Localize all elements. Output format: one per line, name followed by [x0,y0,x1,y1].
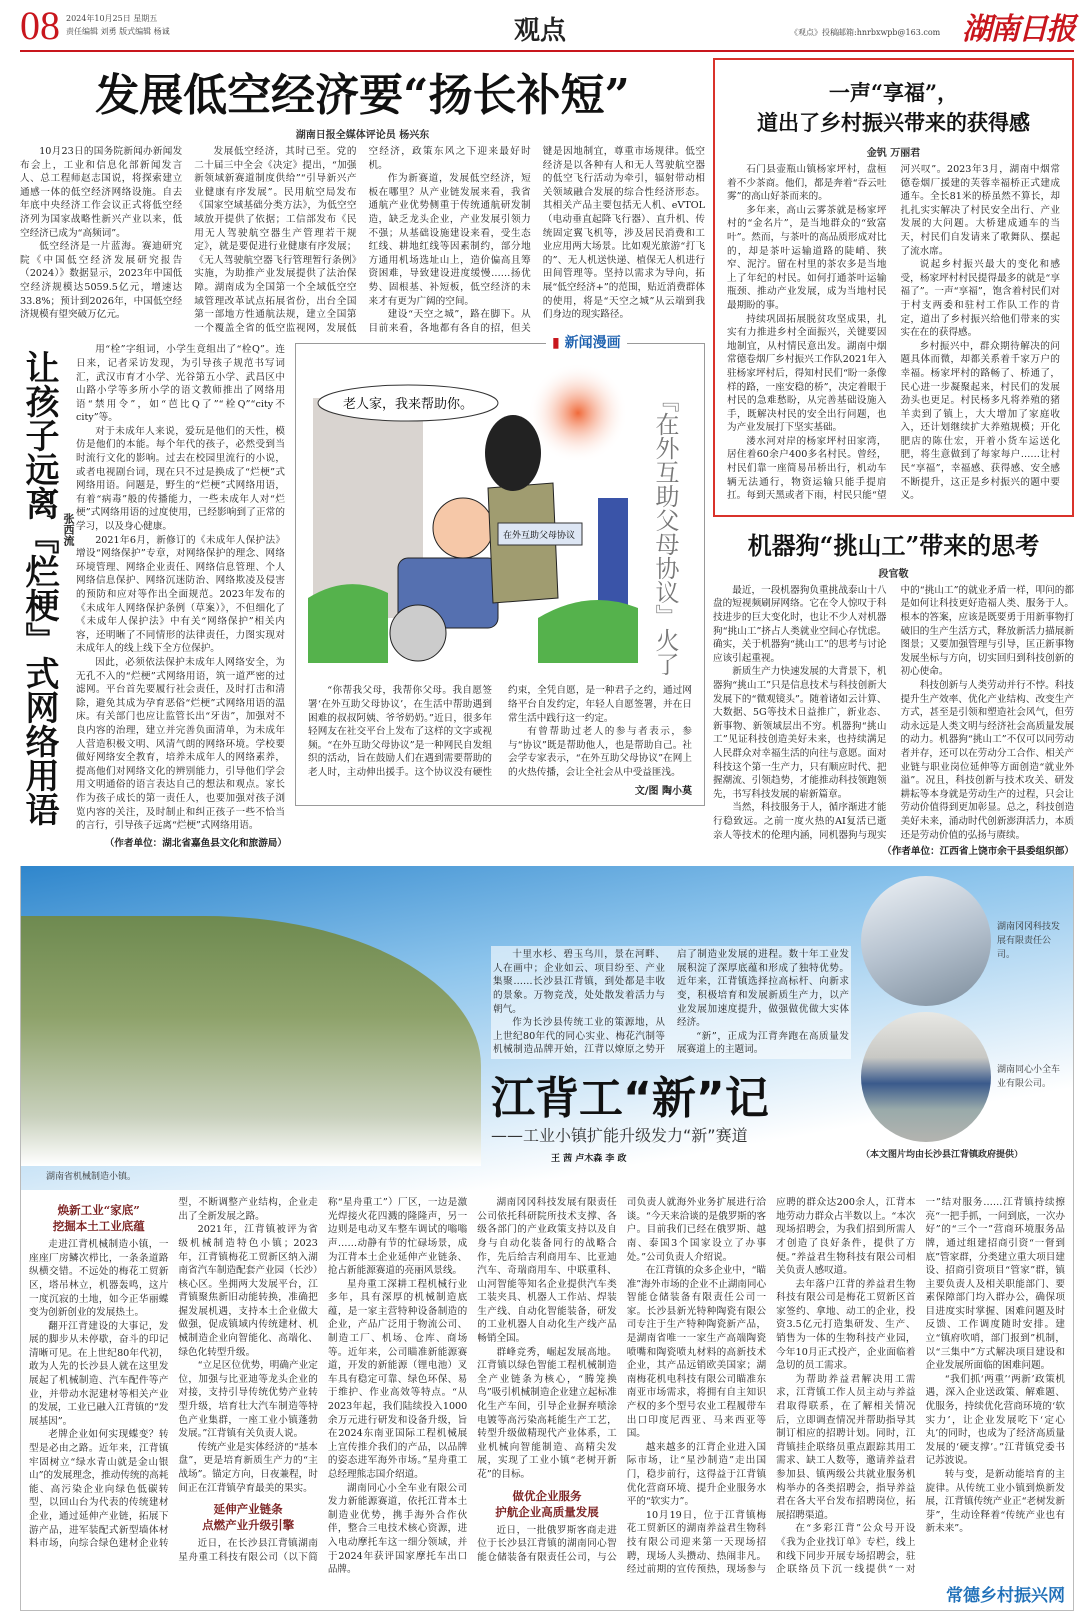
editors-line: 责任编辑 刘勇 版式编辑 杨诚 [66,27,170,36]
paragraph: 最近，一段机器狗负重挑战泰山十八盘的短视频刷屏网络。它在令人惊叹于科技进步的巨大变化时，也让不少人对机器狗“挑山工”挤占人类就业空间心存忧虑。确实，关于机器狗“挑山工”的思考与讨论应该引起重视。 [713,584,887,664]
section-heading-line: 做优企业服务 [512,1488,582,1503]
article-body [20,145,705,335]
paragraph: 翻开江背建设的大事记，发展的脚步从未停歇，奋斗的印记清晰可见。在上世纪80年代初，敢为人先的长沙县人就在这里发展起了机械制造、汽车配件等产业，并带动水泥建材等相关产业的发展，工业已融入江背镇的“发展基因”。 [29,1320,169,1427]
feature-heading-block [491,876,851,1184]
paragraph: 老牌企业如何实现蝶变？转型是必由之路。近年来，江背镇牢固树立“绿水青山就是金山银山”的发展理念，推动传统的高耗能、高污染企业向绿色低碳转型，以回山台为代表的传统建材企业，通过延伸产业链，拓展下游产品，进军装配式新型墙体材料市场，向综合绿色建材企业转型，不断调整产业结构，企业走出了全新发展之路。 [29,1197,318,1550]
feature-subtitle: ——工业小镇扩能升级发力“新”赛道 [491,1125,748,1145]
feature-title: 江背工“新”记 [491,1072,769,1124]
paragraph: 作为长沙县传统工业的策源地，从上世纪80年代的同心实业、梅花汽制等机械制造品牌开始，江背以燎原之势开启了制造业发展的进程。数十年工业发展积淀了深厚底蕴和形成了独特优势。近年来，江背镇选择拉高标杆、向新求变，积极培育和发展新质生产力，以产业发展加速度提升，做强做优做大实体经济。 [493,949,849,1056]
article-author: 张西流 [62,513,75,547]
section-heading-line: 挖掘本土工业底蕴 [52,1219,145,1234]
paragraph: 低空经济是一片蓝海。赛迪研究院《中国低空经济发展研究报告（2024）》数据显示，2023年中国低空经济规模达5059.5亿元，增速达33.8%；预计到2026年，中国低空经济规模有望突破万亿元。 [20,241,183,321]
article-body [76,343,285,832]
comic-text [308,684,692,779]
sun [528,363,628,463]
author-unit: （作者单位：江西省上饶市余干县委组织部） [882,846,1074,858]
paragraph: 去年落户江背的养益君生物科技有限公司是梅花工贸新区首家签约、拿地、动工的企业，投资3.5亿元打造集研发、生产、销售为一体的生物科技产业园，今年10月正式投产，企业面临着急切的员工需求。 [776,1278,916,1372]
section-heading [477,1488,616,1520]
paragraph: 多年来，高山云雾茶就是杨家坪村的“金名片”，是当地群众的“致富叶”。然而，与茶叶的高品质形成对比的，却是茶叶运输道路的陡峭、狭窄、泥泞。留在村里的茶农多是当地上了年纪的村民。如何打通茶叶运输瓶颈、推动产业发展，成为当地村民最期盼的事。 [727,204,887,311]
article-body [713,584,1074,842]
paragraph: 有曾帮助过老人的参与者表示，参与“协议”既是帮助他人，也是帮助自己。社会学专家表示，“在外互助父母协议”在网上的火热传播，会让全社会从中受益匪浅。 [508,726,692,778]
photo-credit: （本文图片均由长沙县江背镇政府提供） [861,1150,1024,1161]
paragraph: 乡村振兴中，群众期待解决的问题具体而微，却都关系着千家万户的幸福。杨家坪村的路畅了、桥通了，民心进一步凝聚起来，村民们的发展劲头也更足。村民杨多凡将养殖的猪羊卖到了镇上，大大增加了家庭收入，还计划继续扩大养殖规模；开化肥店的陈仕宏，开着小货车运送化肥，将生意做到了每家每户……让村民“享福”，幸福感、获得感、安全感不断提升，这正是乡村振兴的题中要义。 [900,340,1060,502]
elderly-man [433,498,493,558]
paragraph: 石门县壶瓶山镇杨家坪村，盘桓着不少茶商。他们，都是奔着“吞云吐雾”的高山好茶而来的。 [727,164,887,203]
sign-text: 在外互助父母协议 [503,531,576,542]
wheelchair-wheel [390,605,446,661]
paragraph: “你帮我父母，我帮你父母。我自愿签署‘在外互助父母协议’，在生活中帮助遇到困难的叔叔阿姨、爷爷奶奶。”近日，很多年轻网友在社交平台上发布了这样的文字或视频。“在外互助父母协议”是一种网民自发组织的活动，旨在鼓励人们在遇到需要帮助的老人时，主动伸出援手。这个协议没有硬性约束，全凭自愿，是一种君子之约，通过网络平台自发约定，年轻人自愿签署，并在日常生活中践行这一约定。 [308,685,692,778]
town-aerial-photo [21,916,481,1166]
paragraph: 对于未成年人来说，爱玩是他们的天性，模仿是他们的本能。每个年代的孩子，必然受到当时流行文化的影响。过去在校园里流行的小说，或者电视剧台词，现在只不过是换成了“烂梗”式网络用语。问题是，野生的“烂梗”式网络用语，有着“病毒”般的传播能力，一些未成年人对“烂梗”式网络用语的过度使用，已经影响到了正常的学习，以及身心健康。 [76,425,285,533]
paragraph: 湖南同心小全车业有限公司发力新能源赛道，依托江背本土制造业优势，携手海外合作伙伴，整合三电技术核心资源，进入电动摩托车这一细分领域，并于2024年获评国家摩托车出口品牌。 [327,1482,468,1576]
paragraph: 因此，必须依法保护未成年人网络安全，为无孔不入的“烂梗”式网络用语，筑一道严密的过滤网。平台首先要履行社会责任，及时打击和清除，避免其成为孕育恶俗“烂梗”式网络用语的温床。有关部门也应让监管长出“牙齿”，加强对不良内容的治理，建立并完善负面清单，为未成年人营造积极文明、风清气朗的网络环境。学校要做好网络安全教育，培养未成年人的网络素养，提高他们对网络文化的辨别能力，引导他们学会用文明通俗的语言表达自己的想法和观点。家长作为孩子成长的第一责任人，也要加强对孩子浏览内容的关注，及时制止和纠正孩子一些不恰当的言行，引导孩子远离“烂梗”式网络用语。 [76,656,285,832]
paragraph: 群峰竞秀，崛起发展高地。江背镇以绿色智能工程机械制造全产业链条为核心，“腾笼换鸟”吸引机械制造企业建立起标准化生产车间，引导企业摒弃喷涂电镀等高污染高耗能生产工艺，转型升级做精现代产业体系，工业机械向智能制造、高精尖发展，实现了工业小镇“老树开新花”的目标。 [477,1346,617,1480]
paragraph: 发展低空经济，其时已至。党的二十届三中全会《决定》提出，“加强新领域新赛道制度供给”“引导新兴产业健康有序发展”。民用航空局发布《国家空域基础分类方法》，为低空空域放开提供了依据；工信部发布《民用无人驾驶航空器生产管理若干规定》，就是要促进行业健康有序发展；《无人驾驶航空器飞行管理暂行条例》实施，为助推产业发展提供了法治保障。湖南成为全国第一个全域低空空域管理改革试点拓展省份，出台全国第一部地方性通航法规，建立全国第一个覆盖全省的低空监视网，发展低空经济，政策东风之下迎来最好时机。 [194,146,531,334]
badge-logo-icon: ▮ [552,335,560,352]
photo-caption: 湖南冈冈科技发展有限责任公司。 [997,922,1061,961]
paragraph: 十里水杉、碧玉乌川，景在河畔、人在画中；企业如云、项目纷至、产业集聚……长沙县江背镇，到处都是丰收的景象。万物竞茂，处处散发着活力与朝气。 [493,949,665,1015]
comic-credit: 文/图 陶小莫 [634,786,692,798]
header-rule [20,50,1074,52]
paragraph: 在“多彩江背”公众号开设《我为企业找订单》专栏，线上和线下同步开展专场招聘会，驻企联络员下沉一线提供“一对一”结对服务……江背镇持续擦亮“一把手抓，一问到底，一次办好”的“三个一”营商环境服务品牌，通过组建招商引资“一督到底”管家群，分类建立重大项目建设、招商引资项目“管家”群，镇主要负责人及相关职能部门、要素保障部门均入群办公，确保项目进度实时掌握、困难问题及时反馈、工作调度随时安排。建立“镇府吹哨，部门报到”机制，以“三集中”方式解决项目建设和企业发展所面临的困难问题。 [776,1197,1065,1576]
paragraph: “我们抓‘两重’‘两新’政策机遇，深入企业送政策、解难题、优服务，持续优化营商环境的‘软实力’，让企业发展吃下‘定心丸’的同时，也成为了经济高质量发展的‘硬支撑’。”江背镇党委书记苏波说。 [925,1373,1065,1467]
paragraph: 转与变，是新动能培育的主旋律。从传统工业小镇到焕新发展，江背镇传统产业正“老树发新芽”，生动诠释着“传统产业也有新未来”。 [925,1469,1065,1535]
section-heading-line: 点燃产业升级引擎 [202,1518,295,1533]
feature-intro [491,946,851,1059]
bushes-left [308,584,388,663]
article-title-line2: 道出了乡村振兴带来的获得感 [757,110,1030,135]
paragraph: 新质生产力快速发展的大背景下，机器狗“挑山工”只是信息技术与科技创新大发展下的“微观镜头”。随着诸如云计算、大数据、5G等技术日益推广，新业态、新事物、新领域层出不穷。机器狗“挑山工”见证科技创造美好未来，也持续满足人民群众对幸福生活的向往与意愿。面对科技这个第一生产力，只有顺应时代、把握潮流、引领趋势，才能推动科技领跑领先，书写科技发展的崭新篇章。 [713,666,887,800]
comic-box [295,335,705,806]
paragraph: 湖南冈冈科技发展有限责任公司依托科研院所技术支撑、各级各部门的产业政策支持以及自身与自动化装备同行的战略合作，先后给吉利商用车、比亚迪汽车、奇瑞商用车、中联重科、山河智能等知名企业提供汽车类工装夹具、机器人工作站、焊装生产线、自动化智能装备，研发的工业机器人自动化生产线产品畅销全国。 [477,1197,617,1345]
factory-robot-photo [861,876,991,1006]
feature-body [21,1190,1073,1581]
paragraph: 溇水河对岸的杨家坪村田家湾，居住着60余户400多名村民。曾经，村民们靠一座简易吊桥出行，机动车辆无法通行，物资运输只能手提肩扛。每到天黑或者下雨，村民只能“望河兴叹”。2023年3月，湖南中烟常德卷烟厂援建的芙蓉幸福桥正式建成通车。全长81米的桥虽然不算长，却扎扎实实解决了村民安全出行、产业发展的大问题。大桥建成通车的当天，村民们自发请来了歌舞队、摆起了流水席。 [727,164,1060,502]
newspaper-logo: 湖南日报 [962,12,1074,47]
young-man-head [485,415,541,491]
motorcycle-showroom-photo [861,1012,991,1142]
section-heading-line: 焕新工业“家底” [57,1203,140,1218]
author-unit: （作者单位：湖北省嘉鱼县文化和旅游局） [104,837,287,849]
section-heading-line: 护航企业高质量发展 [495,1504,599,1519]
section-heading [29,1202,168,1234]
langeng-article [20,343,287,849]
article-byline: 段官敬 [878,568,909,580]
article-byline: 湖南日报全媒体评论员 杨兴东 [295,130,430,141]
photo-caption: 湖南省机械制造小镇。 [46,1172,137,1183]
photo-caption: 湖南同心小全车业有限公司。 [997,1065,1061,1090]
paragraph: 10月19日，位于江背镇梅花工贸新区的湖南养益君生物科技有限公司迎来第一天现场招聘，现场人头攒动、热闹非凡。经过前期的宣传预热，现场参与应聘的群众达200余人，江背本地劳动力群众占半数以上。“本次现场招聘会，为我们招到所需人才创造了良好条件，提供了方便。”养益君生物科技有限公司相关负责人感叹道。 [626,1197,916,1576]
paragraph: “立足区位优势，明确产业定位，加强与比亚迪等龙头企业的对接，支持引导传统优势产业转型升级，培育壮大汽车制造等特色产业集群，一座工业小镇蓬勃发展。”江背镇有关负责人说。 [178,1360,318,1440]
section-title: 观点 [513,16,566,46]
comic-illustration [308,358,638,663]
comic-title: 『在外互助父母协议』火了 [651,388,679,677]
paragraph: 星舟重工深耕工程机械行业多年，具有深厚的机械制造底蕴，是一家主营特种设备制造的企业，产品广泛用于物流公司、制造工厂、机场、仓库、商场等。近年来，公司瞄准新能源赛道，开发的新能源（锂电池）叉车具有稳定可靠、绿色环保、易于维护、作业高效等特点。“从2023年起，我们陆续投入1000余万元进行研发和设备升级，旨在2024东南亚国际工程机械展上宣传推介我们的产品，以品牌的姿态进军海外市场。”星舟重工总经理熊志国介绍道。 [327,1278,468,1480]
featured-commentary-box [713,58,1074,517]
section-heading-line: 延伸产业链条 [213,1502,283,1517]
paragraph: 近日，一批俄罗斯客商走进位于长沙县江背镇的湖南同心智能仓储装备有限责任公司，与公司负责人就海外业务扩展进行洽谈。“今天来洽谈的是俄罗斯的客户。目前我们已经在俄罗斯、越南、泰国3个国家设立了办事处。”公司负责人介绍说。 [477,1197,767,1563]
paragraph: “新”，正成为江背奔跑在高质量发展赛道上的主题词。 [677,1030,849,1056]
paragraph: 科技创新与人类劳动并行不悖。科技提升生产效率、优化产业结构、改变生产方式，甚至是引领和塑造社会风气，但劳动永远是人类文明与经济社会高质量发展的动力。机器狗“挑山工”不仅可以同劳动者并存，还可以在劳动分工合作、相关产业链与职业岗位延伸等方面创造“就业外溢”。况且，科技创新与技术攻关、研发耕耘等本身就是劳动生产的过程，只会让劳动价值得到更加彰显。总之，科技创造美好未来，涌动时代创新澎湃活力，本质还是劳动价值的弘扬与赓续。 [900,680,1074,841]
paragraph: 越来越多的江背企业进入国际市场，让“星沙制造”走出国门，稳步前行，这得益于江背镇优化营商环境、提升企业服务水平的“软实力”。 [626,1441,767,1508]
paragraph: 2021年6月，新修订的《未成年人保护法》增设“网络保护”专章，对网络保护的理念、网络环境管理、网络企业责任、网络信息管理、个人网络信息保护、网络沉迷防治、网络欺凌及侵害的预防和应对等作出全面规范。2023年发布的《未成年人网络保护条例（草案）》，不但细化了《未成年人保护法》中有关“网络保护”相关内容，还明晰了不同情形的法律责任，力图实现对未成年人的线上线下全方位保护。 [76,534,285,655]
paragraph: 持续巩固拓展脱贫攻坚成果，扎实有力推进乡村全面振兴，关键要因地制宜，从村情民意出发。湖南中烟常德卷烟厂乡村振兴工作队2021年入驻杨家坪村后，得知村民们“盼一条像样的路，一座安稳的桥”，决定着眼于村民的急难愁盼，从完善基础设施入手，既解决村民的安全出行问题，也为产业发展打下坚实基础。 [727,313,887,434]
page-number: 08 [20,3,60,48]
paragraph: 2021年，江背镇被评为省级机械制造特色小镇；2023年，江背镇梅花工贸新区纳入湖南省汽车制造配套产业园（长沙）核心区。坐拥两大发展平台，江背镇聚焦新旧动能转换，准确把握发展机遇，支持本土企业做大做强，促成镇域内传统建材、机械制造企业向智能化、高端化、绿色化转型升级。 [178,1224,318,1358]
building-right [598,498,628,618]
feature-photos [861,876,1065,1184]
photo-item [861,876,1065,1006]
article-body [727,163,1060,503]
paragraph: 说起乡村振兴最大的变化和感受，杨家坪村村民提得最多的就是“享福了”。一声“享福”，饱含着村民们对于村支两委和驻村工作队工作的肯定，道出了乡村振兴给他们带来的实实在在的获得感。 [900,259,1060,339]
speech-bubble: 老人家，我来帮助你。 [343,397,474,413]
paragraph: 在江背镇的众多企业中，“瞄准”海外市场的企业不止湖南同心智能仓储装备有限责任公司一家。长沙县新光特种陶瓷有限公司专注于生产特种陶瓷新产品，是湖南省唯一一家生产高端陶瓷喷嘴和陶瓷喷丸材料的高新技术企业，其产品远销欧美国家；湖南梅花机电科技有限公司瞄准东南亚市场需求，将拥有自主知识产权的多个型号农业工程履带车出口印度尼西亚、马来西亚等国。 [626,1265,767,1440]
news-comic-badge [546,334,627,352]
feature-byline: 王 茜 卢木森 李 政 [551,1153,627,1164]
sky-banner [21,866,1073,1190]
paragraph: 用“栓”字组词，小学生竟组出了“栓Q”。连日来，记者采访发现，为引导孩子规范书写词汇，武汉市育才小学、光谷第五小学、武昌区中山路小学等多所小学的语文教师推出了网络用语“禁用令”，如“芭比Q了”“栓Q”“city不city”等。 [76,344,285,424]
paragraph: 作为新赛道，发展低空经济，短板在哪里？从产业链发展来看，我省通航产业优势侧重于传统通航研发制造，缺乏龙头企业，产业发展引领力不强；从基础设施建设来看，受生态红线、耕地红线等因素制约，部分地方通用机场选址山上，造价偏高且筹资困难，导致建设进度缓慢……扬优势、固根基、补短板，低空经济的未来才有更为广阔的空间。 [368,173,531,307]
page-header [20,0,1074,54]
paragraph: 建设“天空之城”，路在脚下。从目前来看，各地都有各自的招，但关键是因地制宜，尊重市场规律。低空经济是以各种有人和无人驾驶航空器的低空飞行活动为牵引，辐射带动相关领域融合发展的综合性经济形态。其相关产品主要包括无人机、eVTOL（电动垂直起降飞行器）、直升机、传统固定翼飞机等，涉及居民消费和工业应用两大场景。比如观光旅游“打飞的”、无人机送快递、植保无人机进行田间管理等。坚持以需求为导向，拓展“低空经济+”的范围，贴近消费群体的使用，将是“天空之城”从云端到我们身边的现实路径。 [368,146,705,334]
article-title: 发展低空经济要“扬长补短” [95,70,630,121]
paragraph: 走进江背机械制造小镇，一座座厂房鳞次栉比，一条条道路纵横交错。不远处的梅花工贸新区，塔吊林立，机器轰鸣，这片一度沉寂的土地，如今正华丽蝶变为创新创业的发展热土。 [29,1239,169,1319]
submission-email: 《观点》投稿邮箱:hnrbxwpb@163.com [790,28,941,37]
article-byline: 金钒 万丽君 [866,148,921,159]
article-title-line1: 一声“享福”， [828,80,959,105]
watermark: 常德乡村振兴网 [946,1585,1065,1606]
feature-section [20,866,1074,1611]
bushes-right [538,600,638,663]
section-heading [178,1501,317,1533]
paragraph: 为帮助养益君解决用工需求，江背镇工作人员主动与养益君取得联系，在了解相关情况后，立即调查情况并帮助指导其制订相应的招聘计划。同时，江背镇挂企联络员重点跟踪其用工需求、缺工人数等，邀请养益君参加县、镇两级公共就业服务机构举办的各类招聘会，指导养益君在各大平台发布招聘岗位，拓展招聘渠道。 [776,1373,916,1521]
article-title: 机器狗“挑山工”带来的思考 [747,530,1040,560]
paragraph: 近日，在长沙县江背镇湖南星舟重工科技有限公司（以下简称“星舟重工”）厂区，一边是激光焊接火花四溅的隆隆声，另一边则是电动叉车整车调试的嗡嗡声……动静有节的忙碌场景，成为江背本土企业延伸产业链条、抢占新能源赛道的亮丽风景线。 [178,1197,468,1563]
badge-label: 新闻漫画 [564,335,621,352]
town-photo-block [21,876,481,1184]
photo-item [861,1012,1065,1142]
article-title: 让孩子远离『烂梗』式网络用语 [19,350,59,826]
paragraph: 当然，科技服务于人，循序渐进才能行稳致远。之前一度火热的AI复活已逝亲人等技术的伦理内涵，同机器狗与现实中的“挑山工”的就业矛盾一样，叩问的都是如何让科技更好造福人类、服务于人。根本的答案，应该是既要勇于用新事物打破旧的生产生活方式，释放新活力描展新图景；又要加强管理与引导，匡正新事物发展坐标与方向，切实回归到科技创新的初心使命。 [713,584,1074,841]
issue-date: 2024年10月25日 星期五 [66,14,158,23]
paragraph: 传统产业是实体经济的“基本盘”，更是培育新质生产力的“主战场”。锚定方向，日夜兼程，时间正在江背镇孕育最美的果实。 [178,1441,318,1494]
paragraph: 10月23日的国务院新闻办新闻发布会上，工业和信息化部新闻发言人、总工程师赵志国说，将探索建立通感一体的低空经济网络设施。自去年底中央经济工作会议正式将低空经济列为国家战略性新兴产业以来，低空经济已成为“高频词”。 [20,146,183,239]
